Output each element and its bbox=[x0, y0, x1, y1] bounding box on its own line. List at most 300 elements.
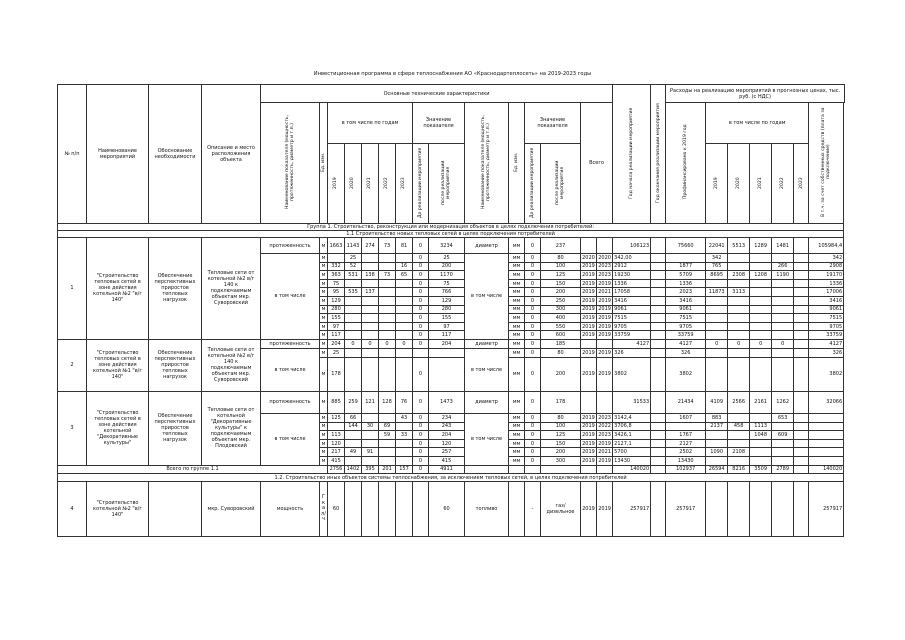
cell: 2019 bbox=[582, 306, 595, 313]
cell: 885 bbox=[328, 391, 345, 413]
cell: 140020 bbox=[809, 465, 844, 474]
row-justification: Обеспечение перспективных приростов тепловых нагрузок bbox=[149, 339, 202, 391]
cell: 2019 bbox=[582, 431, 595, 438]
header-expenses: Расходы на реализацию мероприятий в прогнозных ценах, тыс. руб. (с НДС) bbox=[666, 85, 845, 103]
cell bbox=[328, 254, 345, 263]
cell: 0 bbox=[525, 339, 541, 348]
cell: 60 bbox=[328, 482, 345, 537]
cell: 257 bbox=[429, 448, 465, 457]
cell: 2019 bbox=[582, 423, 595, 430]
cell: 91 bbox=[362, 448, 379, 457]
cell: 0 bbox=[413, 391, 429, 413]
cell: 342 bbox=[706, 254, 728, 263]
cell: 332 bbox=[328, 262, 345, 271]
cell: мм bbox=[509, 305, 525, 314]
cell bbox=[362, 296, 379, 305]
cell: 150 bbox=[541, 439, 581, 448]
cell: 2019 bbox=[598, 349, 611, 356]
cell bbox=[728, 254, 750, 263]
cell bbox=[362, 439, 379, 448]
cell bbox=[379, 262, 396, 271]
cell: 2127 bbox=[666, 439, 706, 448]
cell bbox=[772, 305, 794, 314]
cell: м bbox=[320, 262, 328, 271]
cell: 0 bbox=[525, 439, 541, 448]
header-y2023: 2023 bbox=[401, 176, 407, 189]
cell bbox=[379, 439, 396, 448]
cell: м bbox=[320, 238, 328, 254]
cell bbox=[525, 465, 541, 474]
cell: м bbox=[320, 431, 328, 440]
cell: 2023 bbox=[666, 288, 706, 297]
cell bbox=[706, 296, 728, 305]
cell: 3509 bbox=[750, 465, 772, 474]
cell: 73 bbox=[379, 238, 396, 254]
cell: 2019 bbox=[598, 306, 611, 313]
cell bbox=[651, 331, 666, 340]
cell bbox=[794, 288, 809, 297]
cell: 3426,1 bbox=[613, 431, 651, 440]
cell bbox=[581, 339, 597, 348]
cell: 201 bbox=[379, 465, 396, 474]
cell: 0 bbox=[525, 456, 541, 465]
cell: 5513 bbox=[728, 238, 750, 254]
cell bbox=[465, 465, 509, 474]
cell bbox=[666, 254, 706, 263]
cell: 2789 bbox=[772, 465, 794, 474]
cell: 326 bbox=[613, 348, 651, 357]
header-y2022: 2022 bbox=[384, 176, 390, 189]
cell bbox=[651, 348, 666, 357]
cell bbox=[651, 448, 666, 457]
row-name: "Строительство тепловых сетей в зоне действия котельной №2 "в/г 140" bbox=[87, 238, 149, 340]
row-name: "Строительство котельной №2 "в/г 140" bbox=[87, 482, 149, 537]
cell bbox=[362, 413, 379, 422]
cell: 1607 bbox=[666, 413, 706, 422]
cell bbox=[794, 339, 809, 348]
cell: 0 bbox=[413, 456, 429, 465]
cell bbox=[750, 314, 772, 323]
cell: 9705 bbox=[666, 322, 706, 331]
cell: 102937 bbox=[666, 465, 706, 474]
cell bbox=[345, 357, 362, 391]
header-value: Значение показателя bbox=[413, 103, 465, 144]
cell: 125 bbox=[328, 413, 345, 422]
cell: 81 bbox=[396, 238, 413, 254]
row-justification: Обеспечение перспективных приростов тепловых нагрузок bbox=[149, 391, 202, 465]
cell bbox=[794, 305, 809, 314]
cell: 0 bbox=[750, 339, 772, 348]
cell bbox=[651, 271, 666, 280]
cell: 280 bbox=[429, 305, 465, 314]
cell: 178 bbox=[541, 391, 581, 413]
cell bbox=[379, 305, 396, 314]
cell: 26594 bbox=[706, 465, 728, 474]
cell bbox=[597, 465, 613, 474]
cell: 0 bbox=[525, 296, 541, 305]
cell: 25 bbox=[328, 348, 345, 357]
cell: 2108 bbox=[728, 448, 750, 457]
cell: 59 bbox=[379, 431, 396, 440]
header-value-2: Значение показателя bbox=[525, 103, 581, 144]
cell: 117 bbox=[328, 331, 345, 340]
cell bbox=[794, 296, 809, 305]
cell: 883 bbox=[706, 413, 728, 422]
cell: 1113 bbox=[750, 422, 772, 431]
cell: 653 bbox=[772, 413, 794, 422]
cell: мм bbox=[509, 314, 525, 323]
cell: 7515 bbox=[613, 314, 651, 323]
cell: 415 bbox=[328, 456, 345, 465]
cell: м bbox=[320, 288, 328, 297]
cell bbox=[728, 296, 750, 305]
cell: 0 bbox=[345, 339, 362, 348]
cell bbox=[794, 391, 809, 413]
cell bbox=[750, 357, 772, 391]
cell bbox=[728, 456, 750, 465]
cell: 2502 bbox=[666, 448, 706, 457]
cell bbox=[772, 279, 794, 288]
cell bbox=[809, 422, 844, 431]
row-num: 4 bbox=[58, 482, 87, 537]
cell: 0 bbox=[706, 339, 728, 348]
cell: м bbox=[320, 439, 328, 448]
cell bbox=[772, 322, 794, 331]
cell: 2019 bbox=[582, 271, 595, 278]
cell bbox=[794, 271, 809, 280]
header-year-end: Год окончания реализации мероприятия bbox=[655, 103, 661, 203]
header-num: № п/п bbox=[58, 85, 87, 224]
cell bbox=[651, 422, 666, 431]
row-num: 1 bbox=[58, 238, 87, 340]
cell: 415 bbox=[429, 456, 465, 465]
row-num: 3 bbox=[58, 391, 87, 465]
cell bbox=[772, 422, 794, 431]
cell bbox=[651, 456, 666, 465]
cell: 0 bbox=[413, 271, 429, 280]
cell bbox=[706, 439, 728, 448]
cell bbox=[666, 422, 706, 431]
cell bbox=[651, 439, 666, 448]
cell bbox=[379, 322, 396, 331]
cell: диаметр bbox=[465, 391, 509, 413]
cell: 1170 bbox=[429, 271, 465, 280]
cell: 11873 bbox=[706, 288, 728, 297]
cell: 0 bbox=[525, 422, 541, 431]
cell bbox=[345, 279, 362, 288]
cell: 5700 bbox=[613, 448, 651, 457]
cell: мм bbox=[509, 391, 525, 413]
cell: 200 bbox=[541, 357, 581, 391]
cell: 3416 bbox=[666, 296, 706, 305]
cell bbox=[750, 305, 772, 314]
cell: мм bbox=[509, 413, 525, 422]
cell bbox=[772, 331, 794, 340]
cell bbox=[706, 279, 728, 288]
header-exp-y2020: 2020 bbox=[736, 176, 742, 189]
cell: 1473 bbox=[429, 391, 465, 413]
row-incl: в том числе bbox=[261, 254, 320, 340]
cell: 4127 bbox=[809, 339, 844, 348]
cell bbox=[379, 296, 396, 305]
cell: 0 bbox=[413, 413, 429, 422]
cell: 2020 bbox=[582, 254, 595, 261]
cell: 2019 bbox=[597, 482, 613, 537]
cell bbox=[809, 439, 844, 448]
cell: 1336 bbox=[666, 279, 706, 288]
cell bbox=[651, 339, 666, 348]
header-description: Описание и место расположения объекта bbox=[202, 85, 261, 224]
row-name: "Строительство тепловых сетей в зоне действия котельной №1 "в/г 140" bbox=[87, 339, 149, 391]
cell: 609 bbox=[772, 431, 794, 440]
cell bbox=[345, 296, 362, 305]
row-num: 2 bbox=[58, 339, 87, 391]
cell: 274 bbox=[362, 238, 379, 254]
cell: 117 bbox=[429, 331, 465, 340]
cell: 0 bbox=[728, 339, 750, 348]
cell: мм bbox=[509, 279, 525, 288]
cell bbox=[362, 322, 379, 331]
cell: 531 bbox=[345, 271, 362, 280]
cell bbox=[750, 262, 772, 271]
cell: 3416 bbox=[809, 296, 844, 305]
sum-label: Всего по группе 1.1 bbox=[58, 465, 328, 474]
cell bbox=[396, 254, 413, 263]
cell bbox=[728, 262, 750, 271]
cell bbox=[345, 348, 362, 357]
cell: диаметр bbox=[465, 339, 509, 348]
cell bbox=[345, 456, 362, 465]
cell: 2021 bbox=[598, 449, 611, 456]
cell bbox=[728, 322, 750, 331]
row-description: Тепловые сети от котельной №2 в/г 140 к подключаемым объектам мкр. Суворовский bbox=[202, 339, 261, 391]
cell bbox=[809, 431, 844, 440]
cell bbox=[809, 448, 844, 457]
cell bbox=[750, 413, 772, 422]
cell: 257917 bbox=[809, 482, 844, 537]
cell bbox=[794, 431, 809, 440]
cell bbox=[581, 391, 597, 413]
cell: 204 bbox=[328, 339, 345, 348]
cell: 8216 bbox=[728, 465, 750, 474]
cell: 0 bbox=[362, 339, 379, 348]
cell: 2019 bbox=[582, 449, 595, 456]
cell: 0 bbox=[413, 339, 429, 348]
cell: 33759 bbox=[666, 331, 706, 340]
cell bbox=[794, 254, 809, 263]
cell bbox=[345, 305, 362, 314]
cell bbox=[772, 348, 794, 357]
cell: 105984,4 bbox=[809, 238, 844, 254]
cell: 0 bbox=[413, 431, 429, 440]
cell: 2019 bbox=[582, 263, 595, 270]
cell: 80 bbox=[541, 254, 581, 263]
cell: 2019 bbox=[582, 457, 595, 464]
cell: 1048 bbox=[750, 431, 772, 440]
cell bbox=[362, 305, 379, 314]
cell: м bbox=[320, 271, 328, 280]
cell bbox=[794, 238, 809, 254]
cell: 52 bbox=[345, 262, 362, 271]
cell bbox=[379, 279, 396, 288]
header-by-years-2: в том числе по годам bbox=[706, 103, 809, 144]
cell: м bbox=[320, 331, 328, 340]
cell: 144 bbox=[345, 422, 362, 431]
cell: 65 bbox=[396, 271, 413, 280]
cell: 257917 bbox=[666, 482, 706, 537]
cell bbox=[750, 254, 772, 263]
cell: мм bbox=[509, 322, 525, 331]
cell bbox=[149, 482, 202, 537]
cell bbox=[362, 314, 379, 323]
header-y2019: 2019 bbox=[333, 176, 339, 189]
cell bbox=[794, 279, 809, 288]
cell: мм bbox=[509, 296, 525, 305]
cell: 0 bbox=[525, 431, 541, 440]
cell: мм bbox=[509, 238, 525, 254]
cell: 155 bbox=[328, 314, 345, 323]
cell: 1143 bbox=[345, 238, 362, 254]
cell: 3416 bbox=[613, 296, 651, 305]
row-description: Тепловые сети от котельной "Декоративные культуры" к подключаемым объектам мкр. Плодовский bbox=[202, 391, 261, 465]
cell: 0 bbox=[525, 254, 541, 263]
cell: 326 bbox=[666, 348, 706, 357]
cell bbox=[728, 357, 750, 391]
cell: 1402 bbox=[345, 465, 362, 474]
cell bbox=[379, 448, 396, 457]
cell: 2021 bbox=[598, 289, 611, 296]
cell: 2019 bbox=[581, 357, 597, 391]
cell: 2019 bbox=[598, 297, 611, 304]
cell: 2308 bbox=[728, 271, 750, 280]
cell: 5709 bbox=[666, 271, 706, 280]
cell bbox=[396, 314, 413, 323]
cell: 0 bbox=[413, 296, 429, 305]
cell bbox=[728, 331, 750, 340]
cell bbox=[750, 279, 772, 288]
cell: 0 bbox=[525, 413, 541, 422]
cell bbox=[750, 439, 772, 448]
cell bbox=[379, 482, 396, 537]
cell: 1767 bbox=[666, 431, 706, 440]
cell: 33759 bbox=[809, 331, 844, 340]
cell: 129 bbox=[429, 296, 465, 305]
cell bbox=[794, 422, 809, 431]
cell: 2019 bbox=[582, 289, 595, 296]
cell: 9705 bbox=[809, 322, 844, 331]
cell bbox=[396, 322, 413, 331]
cell bbox=[706, 322, 728, 331]
cell: протяженность bbox=[261, 339, 320, 348]
cell: мм bbox=[509, 331, 525, 340]
cell: 1336 bbox=[613, 279, 651, 288]
cell: 60 bbox=[429, 482, 465, 537]
header-y2021: 2021 bbox=[367, 176, 373, 189]
cell: 19170 bbox=[809, 271, 844, 280]
cell: диаметр bbox=[465, 238, 509, 254]
cell: 32066 bbox=[809, 391, 844, 413]
cell: 1208 bbox=[750, 271, 772, 280]
cell bbox=[794, 448, 809, 457]
cell bbox=[362, 262, 379, 271]
cell: 765 bbox=[706, 262, 728, 271]
cell bbox=[794, 348, 809, 357]
cell bbox=[750, 331, 772, 340]
cell: 106123 bbox=[613, 238, 651, 254]
group-title: Группа 1. Строительство, реконструкция или модернизация объектов в целях подключения потребителей: bbox=[58, 224, 844, 231]
cell: 75 bbox=[328, 279, 345, 288]
cell: 120 bbox=[328, 439, 345, 448]
cell: 129 bbox=[328, 296, 345, 305]
cell: м bbox=[320, 339, 328, 348]
cell bbox=[396, 439, 413, 448]
row-incl: в том числе bbox=[261, 413, 320, 465]
cell bbox=[379, 456, 396, 465]
cell: 128 bbox=[379, 391, 396, 413]
cell: мм bbox=[509, 254, 525, 263]
cell: 2019 bbox=[598, 280, 611, 287]
cell bbox=[706, 482, 728, 537]
cell bbox=[772, 482, 794, 537]
cell: 3234 bbox=[429, 238, 465, 254]
cell: 2019 bbox=[598, 332, 611, 339]
cell: м bbox=[320, 314, 328, 323]
cell bbox=[379, 348, 396, 357]
cell: 75 bbox=[429, 279, 465, 288]
cell: 76 bbox=[396, 391, 413, 413]
cell bbox=[706, 357, 728, 391]
cell: 0 bbox=[525, 448, 541, 457]
cell: 400 bbox=[541, 314, 581, 323]
cell bbox=[651, 296, 666, 305]
cell: 13430 bbox=[666, 456, 706, 465]
cell: 138 bbox=[362, 271, 379, 280]
cell: 234 bbox=[429, 413, 465, 422]
cell bbox=[794, 465, 809, 474]
cell bbox=[794, 456, 809, 465]
header-after: после реализации мероприятия bbox=[441, 160, 452, 205]
cell: м bbox=[320, 348, 328, 357]
cell: 178 bbox=[328, 357, 345, 391]
cell: 2161 bbox=[750, 391, 772, 413]
cell: 200 bbox=[429, 262, 465, 271]
cell bbox=[345, 482, 362, 537]
cell bbox=[345, 331, 362, 340]
cell: 2023 bbox=[598, 414, 611, 421]
cell: 0 bbox=[413, 357, 429, 391]
cell: 458 bbox=[728, 422, 750, 431]
cell: 2019 bbox=[582, 332, 595, 339]
cell: 140020 bbox=[613, 465, 651, 474]
cell: газ/дизельное bbox=[541, 482, 581, 537]
cell: 2020 bbox=[598, 254, 611, 261]
cell: 600 bbox=[541, 331, 581, 340]
cell bbox=[396, 448, 413, 457]
cell bbox=[429, 357, 465, 391]
cell: 125 bbox=[541, 271, 581, 280]
cell: 1877 bbox=[666, 262, 706, 271]
cell bbox=[706, 331, 728, 340]
cell bbox=[509, 465, 525, 474]
cell: 0 bbox=[413, 465, 429, 474]
subgroup-title: 1.1 Строительство новых тепловых сетей в целях подключения потребителей bbox=[58, 231, 844, 238]
cell: 363 bbox=[328, 271, 345, 280]
cell: 185 bbox=[541, 339, 581, 348]
cell: 73 bbox=[379, 271, 396, 280]
cell: 2019 bbox=[582, 280, 595, 287]
cell: м bbox=[320, 254, 328, 263]
header-before: До реализации мероприятия bbox=[417, 147, 423, 218]
